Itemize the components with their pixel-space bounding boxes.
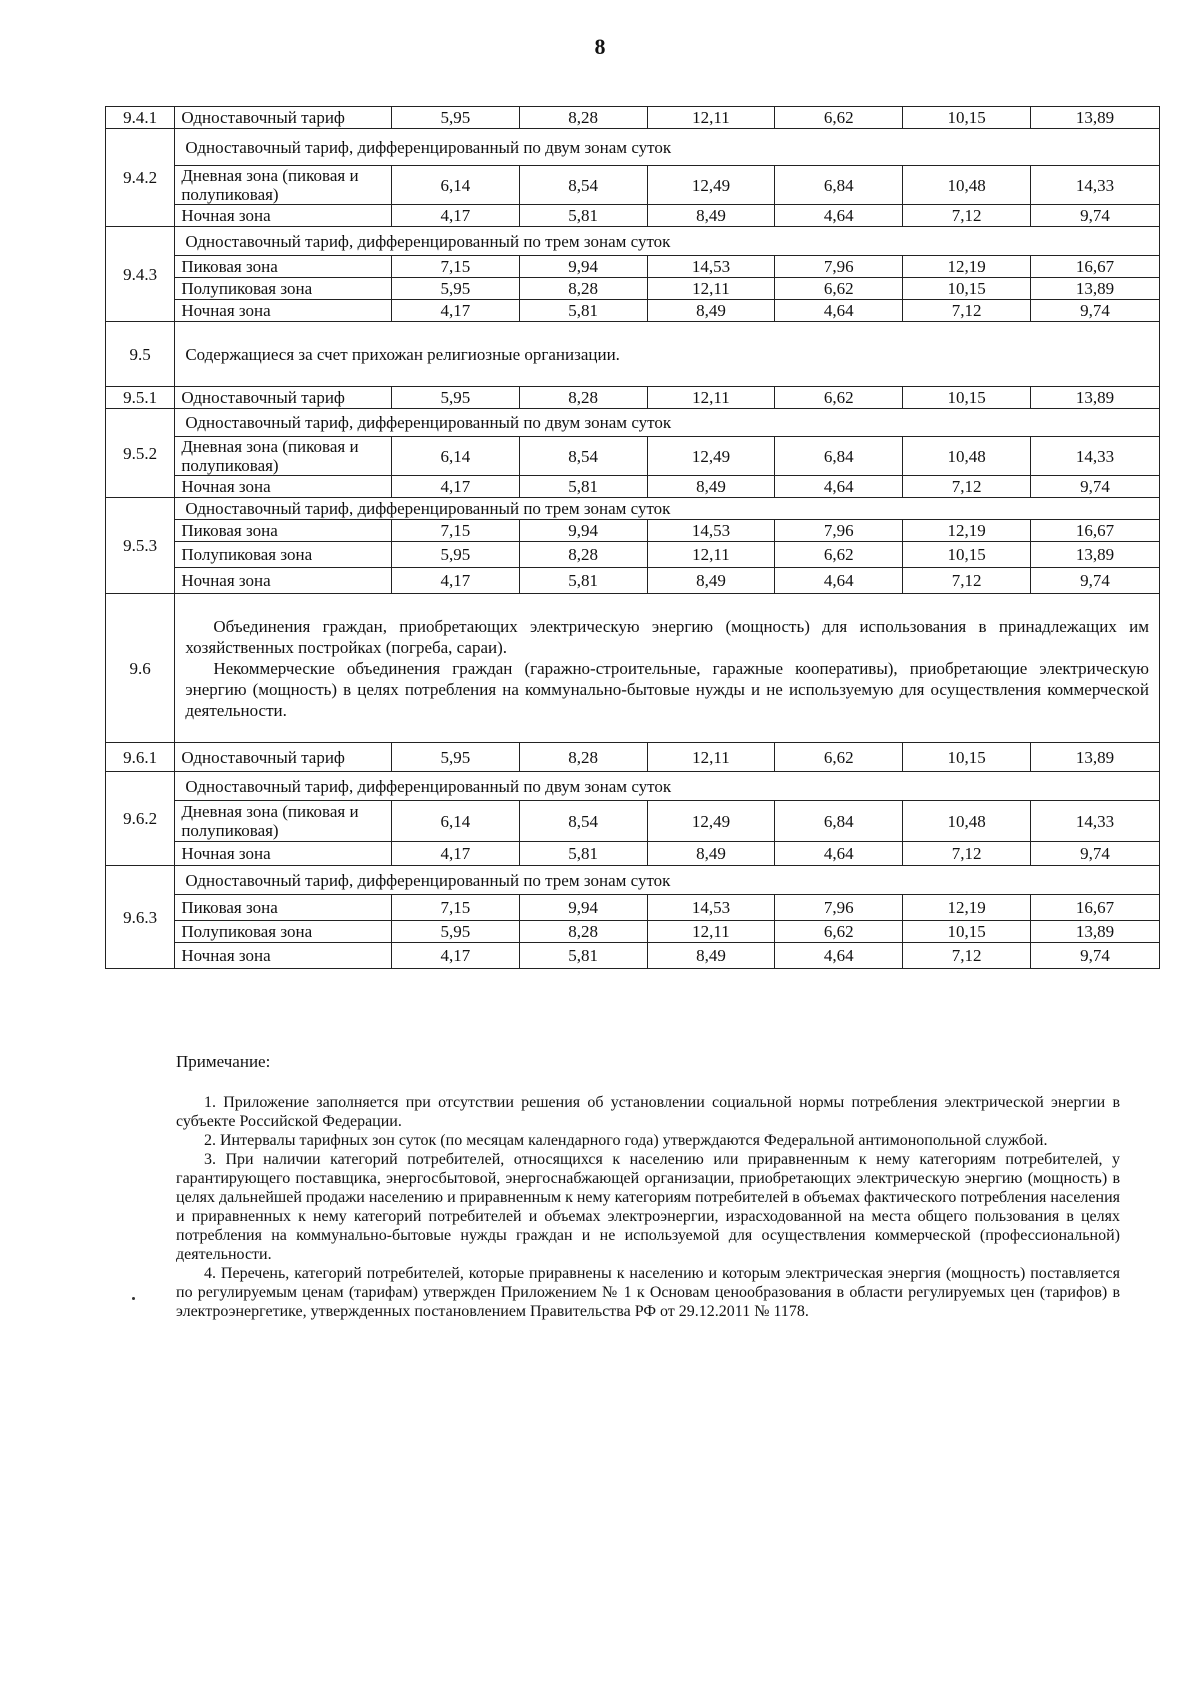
table-row xyxy=(106,300,1160,322)
description-paragraph: Некоммерческие объединения граждан (гаражно-строительные, гаражные кооперативы), приобретающие электрическую энергию (мощность) в целях потребления на коммунально-бытовые нужды и не используемую для осуществления коммерческой деятельности. xyxy=(185,658,1149,720)
row-label: Пиковая зона xyxy=(175,895,392,921)
row-code: 9.6.1 xyxy=(106,743,175,772)
table-row xyxy=(106,743,1160,772)
value-cell: 4,17 xyxy=(391,943,519,969)
row-label: Одноставочный тариф xyxy=(175,743,392,772)
row-code: 9.6 xyxy=(106,594,175,743)
table-row xyxy=(106,322,1160,387)
description-paragraph: Объединения граждан, приобретающих электрическую энергию (мощность) для использования в принадлежащих им хозяйственных постройках (погреба, сараи). xyxy=(185,616,1149,657)
category-description: Содержащиеся за счет прихожан религиозные организации. xyxy=(175,322,1160,387)
row-label: Ночная зона xyxy=(175,476,392,498)
row-code: 9.4.2 xyxy=(106,129,175,227)
value-cell: 4,64 xyxy=(775,300,903,322)
value-cell: 9,74 xyxy=(1031,300,1160,322)
value-cell: 4,17 xyxy=(391,568,519,594)
value-cell: 6,62 xyxy=(775,387,903,409)
value-cell: 13,89 xyxy=(1031,743,1160,772)
value-cell: 7,12 xyxy=(903,476,1031,498)
value-cell: 10,15 xyxy=(903,278,1031,300)
note-item: 4. Перечень, категорий потребителей, которые приравнены к населению и которым электрическая энергия (мощность) поставляется по регулируемым ценам (тарифам) утвержден Приложением № 1 к Основам ценообразования в области регулируемых цен (тарифов) в электроэнергетике, утвержденных постановлением Правительства РФ от 29.12.2011 № 1178. xyxy=(176,1265,1120,1320)
value-cell: 5,95 xyxy=(391,107,519,129)
row-label: Ночная зона xyxy=(175,300,392,322)
value-cell: 8,28 xyxy=(519,921,647,943)
row-label: Дневная зона (пиковая и полупиковая) xyxy=(175,166,392,205)
value-cell: 9,74 xyxy=(1031,205,1160,227)
value-cell: 7,15 xyxy=(391,256,519,278)
row-label: Пиковая зона xyxy=(175,256,392,278)
table-row xyxy=(106,409,1160,437)
value-cell: 12,11 xyxy=(647,387,775,409)
value-cell: 13,89 xyxy=(1031,107,1160,129)
value-cell: 5,95 xyxy=(391,387,519,409)
value-cell: 6,62 xyxy=(775,107,903,129)
value-cell: 7,12 xyxy=(903,205,1031,227)
value-cell: 12,11 xyxy=(647,278,775,300)
row-label: Ночная зона xyxy=(175,943,392,969)
value-cell: 14,53 xyxy=(647,520,775,542)
value-cell: 8,28 xyxy=(519,387,647,409)
value-cell: 7,12 xyxy=(903,568,1031,594)
value-cell: 8,49 xyxy=(647,205,775,227)
value-cell: 4,64 xyxy=(775,943,903,969)
value-cell: 6,84 xyxy=(775,801,903,842)
subsection-header: Одноставочный тариф, дифференцированный по двум зонам суток xyxy=(175,129,1160,166)
subsection-header: Одноставочный тариф, дифференцированный по трем зонам суток xyxy=(175,227,1160,256)
subsection-header: Одноставочный тариф, дифференцированный по двум зонам суток xyxy=(175,772,1160,801)
row-label: Дневная зона (пиковая и полупиковая) xyxy=(175,437,392,476)
value-cell: 4,17 xyxy=(391,300,519,322)
table-row xyxy=(106,107,1160,129)
row-label: Ночная зона xyxy=(175,205,392,227)
value-cell: 10,15 xyxy=(903,107,1031,129)
value-cell: 6,84 xyxy=(775,166,903,205)
value-cell: 8,54 xyxy=(519,166,647,205)
value-cell: 4,17 xyxy=(391,842,519,866)
value-cell: 12,11 xyxy=(647,107,775,129)
row-code: 9.6.3 xyxy=(106,866,175,969)
value-cell: 4,64 xyxy=(775,476,903,498)
category-description xyxy=(175,594,1160,743)
row-label: Дневная зона (пиковая и полупиковая) xyxy=(175,801,392,842)
value-cell: 6,84 xyxy=(775,437,903,476)
value-cell: 5,81 xyxy=(519,568,647,594)
value-cell: 10,15 xyxy=(903,387,1031,409)
row-label: Ночная зона xyxy=(175,842,392,866)
table-row xyxy=(106,921,1160,943)
value-cell: 7,12 xyxy=(903,943,1031,969)
value-cell: 5,95 xyxy=(391,921,519,943)
value-cell: 12,49 xyxy=(647,166,775,205)
value-cell: 10,15 xyxy=(903,542,1031,568)
value-cell: 6,62 xyxy=(775,743,903,772)
value-cell: 7,96 xyxy=(775,256,903,278)
value-cell: 5,81 xyxy=(519,205,647,227)
value-cell: 10,15 xyxy=(903,743,1031,772)
table-row xyxy=(106,498,1160,520)
value-cell: 16,67 xyxy=(1031,895,1160,921)
row-code: 9.5.3 xyxy=(106,498,175,594)
value-cell: 7,12 xyxy=(903,842,1031,866)
notes-title: Примечание: xyxy=(176,1052,271,1071)
row-label: Одноставочный тариф xyxy=(175,387,392,409)
value-cell: 14,53 xyxy=(647,895,775,921)
value-cell: 5,81 xyxy=(519,476,647,498)
value-cell: 4,17 xyxy=(391,476,519,498)
note-item: 1. Приложение заполняется при отсутствии решения об установлении социальной нормы потребления электрической энергии в субъекте Российской Федерации. xyxy=(176,1094,1120,1130)
row-label: Ночная зона xyxy=(175,568,392,594)
tariff-table xyxy=(105,106,1160,969)
value-cell: 9,74 xyxy=(1031,568,1160,594)
scan-dot xyxy=(132,1297,135,1300)
row-code: 9.6.2 xyxy=(106,772,175,866)
row-label: Пиковая зона xyxy=(175,520,392,542)
value-cell: 7,15 xyxy=(391,895,519,921)
value-cell: 4,17 xyxy=(391,205,519,227)
value-cell: 13,89 xyxy=(1031,542,1160,568)
value-cell: 6,62 xyxy=(775,921,903,943)
value-cell: 14,33 xyxy=(1031,801,1160,842)
page-number: 8 xyxy=(594,34,606,59)
value-cell: 8,28 xyxy=(519,743,647,772)
value-cell: 9,74 xyxy=(1031,842,1160,866)
table-row xyxy=(106,476,1160,498)
value-cell: 8,54 xyxy=(519,801,647,842)
subsection-header: Одноставочный тариф, дифференцированный по двум зонам суток xyxy=(175,409,1160,437)
value-cell: 9,74 xyxy=(1031,943,1160,969)
value-cell: 6,14 xyxy=(391,801,519,842)
value-cell: 14,33 xyxy=(1031,437,1160,476)
value-cell: 13,89 xyxy=(1031,921,1160,943)
row-label: Полупиковая зона xyxy=(175,542,392,568)
value-cell: 5,95 xyxy=(391,743,519,772)
value-cell: 8,49 xyxy=(647,568,775,594)
table-row xyxy=(106,594,1160,743)
value-cell: 8,28 xyxy=(519,542,647,568)
row-label: Полупиковая зона xyxy=(175,921,392,943)
table-row xyxy=(106,568,1160,594)
value-cell: 4,64 xyxy=(775,568,903,594)
row-label: Полупиковая зона xyxy=(175,278,392,300)
value-cell: 5,81 xyxy=(519,300,647,322)
value-cell: 14,33 xyxy=(1031,166,1160,205)
row-code: 9.4.1 xyxy=(106,107,175,129)
value-cell: 8,49 xyxy=(647,943,775,969)
value-cell: 5,81 xyxy=(519,842,647,866)
value-cell: 7,15 xyxy=(391,520,519,542)
value-cell: 16,67 xyxy=(1031,520,1160,542)
value-cell: 4,64 xyxy=(775,205,903,227)
notes-section xyxy=(176,1052,1120,1321)
value-cell: 13,89 xyxy=(1031,387,1160,409)
table-row xyxy=(106,437,1160,476)
value-cell: 12,19 xyxy=(903,520,1031,542)
value-cell: 8,54 xyxy=(519,437,647,476)
value-cell: 5,95 xyxy=(391,278,519,300)
table-row xyxy=(106,801,1160,842)
table-row xyxy=(106,227,1160,256)
value-cell: 9,94 xyxy=(519,520,647,542)
table-row xyxy=(106,520,1160,542)
value-cell: 10,48 xyxy=(903,166,1031,205)
value-cell: 12,11 xyxy=(647,921,775,943)
value-cell: 13,89 xyxy=(1031,278,1160,300)
value-cell: 14,53 xyxy=(647,256,775,278)
note-item: 2. Интервалы тарифных зон суток (по месяцам календарного года) утверждаются Федеральной антимонопольной службой. xyxy=(204,1132,1048,1149)
value-cell: 6,62 xyxy=(775,542,903,568)
value-cell: 8,49 xyxy=(647,476,775,498)
value-cell: 7,96 xyxy=(775,520,903,542)
value-cell: 6,62 xyxy=(775,278,903,300)
value-cell: 12,19 xyxy=(903,256,1031,278)
table-row xyxy=(106,943,1160,969)
table-row xyxy=(106,278,1160,300)
value-cell: 10,15 xyxy=(903,921,1031,943)
table-row xyxy=(106,166,1160,205)
table-row xyxy=(106,866,1160,895)
row-code: 9.4.3 xyxy=(106,227,175,322)
table-row xyxy=(106,256,1160,278)
value-cell: 12,49 xyxy=(647,801,775,842)
value-cell: 8,49 xyxy=(647,300,775,322)
table-row xyxy=(106,842,1160,866)
table-row xyxy=(106,205,1160,227)
value-cell: 12,11 xyxy=(647,542,775,568)
value-cell: 9,94 xyxy=(519,895,647,921)
row-code: 9.5.2 xyxy=(106,409,175,498)
value-cell: 8,28 xyxy=(519,278,647,300)
value-cell: 7,96 xyxy=(775,895,903,921)
value-cell: 12,19 xyxy=(903,895,1031,921)
table-row xyxy=(106,772,1160,801)
value-cell: 4,64 xyxy=(775,842,903,866)
value-cell: 7,12 xyxy=(903,300,1031,322)
value-cell: 6,14 xyxy=(391,437,519,476)
row-code: 9.5.1 xyxy=(106,387,175,409)
value-cell: 9,94 xyxy=(519,256,647,278)
note-item: 3. При наличии категорий потребителей, относящихся к населению или приравненным к нему категориям потребителей, у гарантирующего поставщика, энергосбытовой, энергоснабжающей организации, приобретающих электрическую энергию (мощность) в целях дальнейшей продажи населению и приравненным к нему категориям потребителей в объемах фактического потребления населения и приравненных к нему категорий потребителей и объемах электроэнергии, израсходованной на места общего пользования в целях потребления на коммунально-бытовые нужды граждан и не используемой для осуществления коммерческой (профессиональной) деятельности. xyxy=(176,1151,1120,1263)
subsection-header: Одноставочный тариф, дифференцированный по трем зонам суток xyxy=(175,866,1160,895)
row-label: Одноставочный тариф xyxy=(175,107,392,129)
table-row xyxy=(106,129,1160,166)
row-code: 9.5 xyxy=(106,322,175,387)
value-cell: 6,14 xyxy=(391,166,519,205)
value-cell: 16,67 xyxy=(1031,256,1160,278)
subsection-header: Одноставочный тариф, дифференцированный по трем зонам суток xyxy=(175,498,1160,520)
value-cell: 9,74 xyxy=(1031,476,1160,498)
value-cell: 5,95 xyxy=(391,542,519,568)
value-cell: 8,28 xyxy=(519,107,647,129)
value-cell: 12,49 xyxy=(647,437,775,476)
value-cell: 10,48 xyxy=(903,437,1031,476)
table-row xyxy=(106,895,1160,921)
value-cell: 5,81 xyxy=(519,943,647,969)
value-cell: 12,11 xyxy=(647,743,775,772)
table-row xyxy=(106,387,1160,409)
value-cell: 8,49 xyxy=(647,842,775,866)
value-cell: 10,48 xyxy=(903,801,1031,842)
table-row xyxy=(106,542,1160,568)
